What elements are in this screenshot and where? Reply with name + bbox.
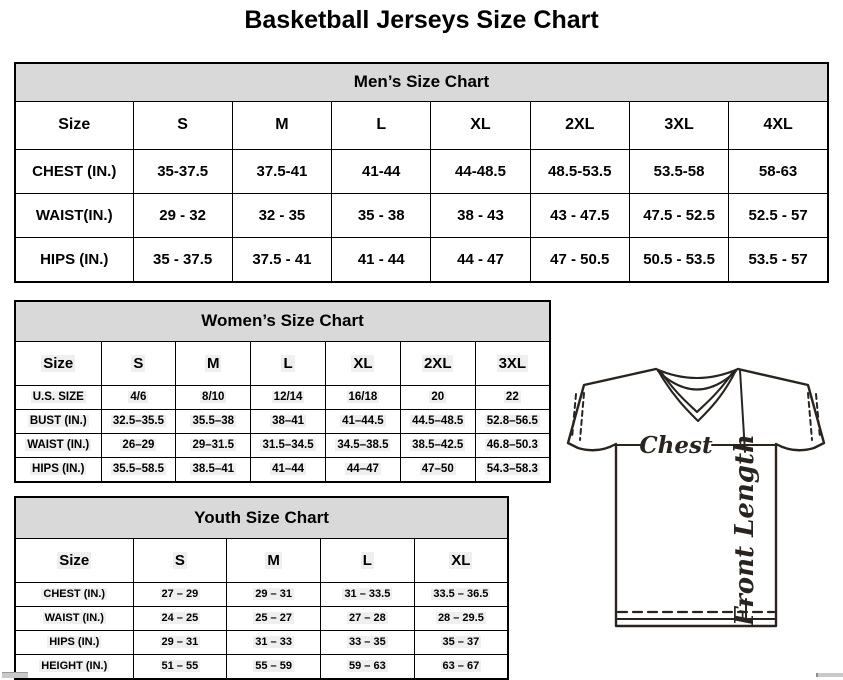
table-row: [15, 457, 550, 482]
page-title: Basketball Jerseys Size Chart: [244, 6, 599, 34]
column-header: 2XL: [423, 354, 452, 372]
size-value: 38.5–41: [192, 463, 235, 475]
size-value: 52.5 - 57: [748, 206, 808, 224]
size-value: 59 – 63: [349, 660, 386, 672]
size-value: 37.5-41: [256, 162, 308, 180]
table-row: [15, 237, 828, 282]
size-value: 31 – 33: [255, 636, 292, 648]
youth-size-chart-table: [14, 496, 509, 680]
size-value: 31 – 33.5: [344, 588, 391, 600]
size-value: 50.5 - 53.5: [643, 250, 715, 268]
size-value: 47.5 - 52.5: [643, 206, 715, 224]
column-header: 2XL: [565, 116, 595, 133]
jersey-diagram-lines: [568, 369, 824, 626]
size-value: 29 – 31: [255, 588, 292, 600]
table-caption-row: [15, 63, 828, 101]
size-value: 63 – 67: [442, 660, 480, 672]
size-value: 44 - 47: [457, 250, 504, 268]
column-header-row: [15, 341, 550, 385]
table-row: [15, 654, 508, 679]
column-header: 3XL: [498, 354, 527, 372]
size-value: 31.5–34.5: [262, 439, 314, 451]
table-row: [15, 149, 828, 193]
column-header-row: [15, 101, 828, 149]
size-value: 8/10: [202, 391, 225, 403]
collar-back-curve: [656, 369, 738, 378]
youth-table-title: Youth Size Chart: [194, 507, 329, 527]
column-header: XL: [353, 354, 373, 372]
size-value: 25 – 27: [255, 612, 292, 624]
column-header: M: [275, 116, 289, 133]
mens-size-chart-table: [14, 62, 829, 283]
column-header-row: [15, 538, 508, 582]
women-table-title: Women’s Size Chart: [201, 311, 364, 331]
column-header: Size: [43, 354, 74, 372]
column-header: XL: [451, 551, 471, 569]
size-value: 44-48.5: [455, 162, 506, 180]
collar-v-outer: [659, 372, 735, 421]
womens-size-chart-table: [14, 300, 551, 483]
row-label: WAIST(IN.): [35, 206, 113, 224]
size-value: 48.5-53.5: [548, 162, 612, 180]
column-header: Size: [59, 551, 90, 569]
table-row: [15, 606, 508, 630]
size-value: 29 - 32: [159, 206, 206, 224]
size-value: 51 – 55: [161, 660, 199, 672]
size-value: 55 – 59: [255, 660, 292, 672]
column-header: M: [267, 551, 280, 569]
left-cuff-stitch-icon: [572, 393, 584, 440]
size-value: 20: [431, 391, 445, 403]
size-value: 12/14: [273, 391, 303, 403]
size-value: 41–44.5: [342, 415, 384, 427]
jersey-outline: [568, 369, 824, 626]
column-header: XL: [470, 116, 491, 133]
size-value: 29–31.5: [192, 439, 235, 451]
scrollbar-fragment-left[interactable]: [2, 672, 28, 678]
size-value: 29 – 31: [161, 636, 199, 648]
column-header: L: [362, 551, 372, 569]
size-value: 41 - 44: [357, 250, 405, 268]
size-value: 44–47: [346, 463, 379, 475]
size-value: 47 - 50.5: [550, 250, 610, 268]
right-cuff-stitch-icon: [808, 393, 820, 440]
size-value: 16/18: [348, 391, 378, 403]
front-length-label: Front Length: [730, 434, 760, 626]
size-value: 26–29: [122, 439, 155, 451]
table-row: [15, 582, 508, 606]
size-value: 52.8–56.5: [486, 415, 538, 427]
row-label: HIPS (IN.): [49, 636, 100, 648]
size-value: 35.5–58.5: [112, 463, 164, 475]
size-value: 37.5 - 41: [252, 250, 312, 268]
size-value: 41–44: [272, 463, 305, 475]
size-value: 43 - 47.5: [550, 206, 610, 224]
column-header: 4XL: [763, 116, 793, 133]
jersey-diagram: [556, 356, 838, 646]
table-row: [15, 630, 508, 654]
row-label: CHEST (IN.): [32, 162, 117, 180]
chest-label: Chest: [639, 432, 713, 459]
row-label: BUST (IN.): [29, 415, 87, 427]
size-value: 41-44: [362, 162, 401, 180]
size-value: 27 – 29: [161, 588, 199, 600]
table-row: [15, 385, 550, 409]
table-row: [15, 433, 550, 457]
size-value: 28 – 29.5: [437, 612, 484, 624]
size-value: 34.5–38.5: [337, 439, 389, 451]
size-value: 33.5 – 36.5: [433, 588, 489, 600]
column-header: S: [174, 551, 185, 569]
size-value: 54.3–58.3: [486, 463, 538, 475]
table-row: [15, 409, 550, 433]
column-header: S: [177, 116, 188, 133]
column-header: M: [206, 354, 220, 372]
size-value: 38.5–42.5: [412, 439, 464, 451]
column-header: S: [133, 354, 144, 372]
size-value: 53.5-58: [653, 162, 705, 180]
table-caption-row: [15, 497, 508, 538]
column-header: L: [283, 354, 293, 372]
size-value: 35-37.5: [157, 162, 209, 180]
men-table-title: Men’s Size Chart: [353, 72, 490, 92]
size-value: 22: [505, 391, 519, 403]
size-value: 53.5 - 57: [748, 250, 808, 268]
size-value: 27 – 28: [349, 612, 386, 624]
youth-table-caption: [15, 497, 508, 538]
size-value: 58-63: [758, 162, 798, 180]
row-label: WAIST (IN.): [44, 612, 104, 624]
size-value: 4/6: [130, 391, 147, 403]
size-value: 35.5–38: [192, 415, 235, 427]
row-label: CHEST (IN.): [43, 588, 106, 600]
size-value: 35 - 37.5: [153, 250, 213, 268]
size-value: 32 - 35: [258, 206, 306, 224]
row-label: HEIGHT (IN.): [41, 660, 108, 672]
table-row: [15, 193, 828, 237]
row-label: HIPS (IN.): [32, 463, 85, 475]
column-header: Size: [58, 116, 91, 133]
men-table-caption: [15, 63, 828, 101]
women-table-caption: [15, 301, 550, 341]
row-label: HIPS (IN.): [40, 250, 109, 268]
size-value: 38–41: [272, 415, 305, 427]
size-value: 35 - 38: [357, 206, 405, 224]
table-caption-row: [15, 301, 550, 341]
scrollbar-fragment-right[interactable]: [816, 673, 843, 677]
size-value: 38 - 43: [457, 206, 504, 224]
size-value: 44.5–48.5: [412, 415, 464, 427]
column-header: 3XL: [664, 116, 694, 133]
size-value: 35 – 37: [442, 636, 480, 648]
size-value: 24 – 25: [161, 612, 199, 624]
size-value: 32.5–35.5: [112, 415, 164, 427]
size-value: 47–50: [421, 463, 454, 475]
row-label: WAIST (IN.): [27, 439, 90, 451]
column-header: L: [376, 116, 387, 133]
size-value: 46.8–50.3: [486, 439, 538, 451]
row-label: U.S. SIZE: [32, 391, 84, 403]
size-value: 33 – 35: [349, 636, 386, 648]
